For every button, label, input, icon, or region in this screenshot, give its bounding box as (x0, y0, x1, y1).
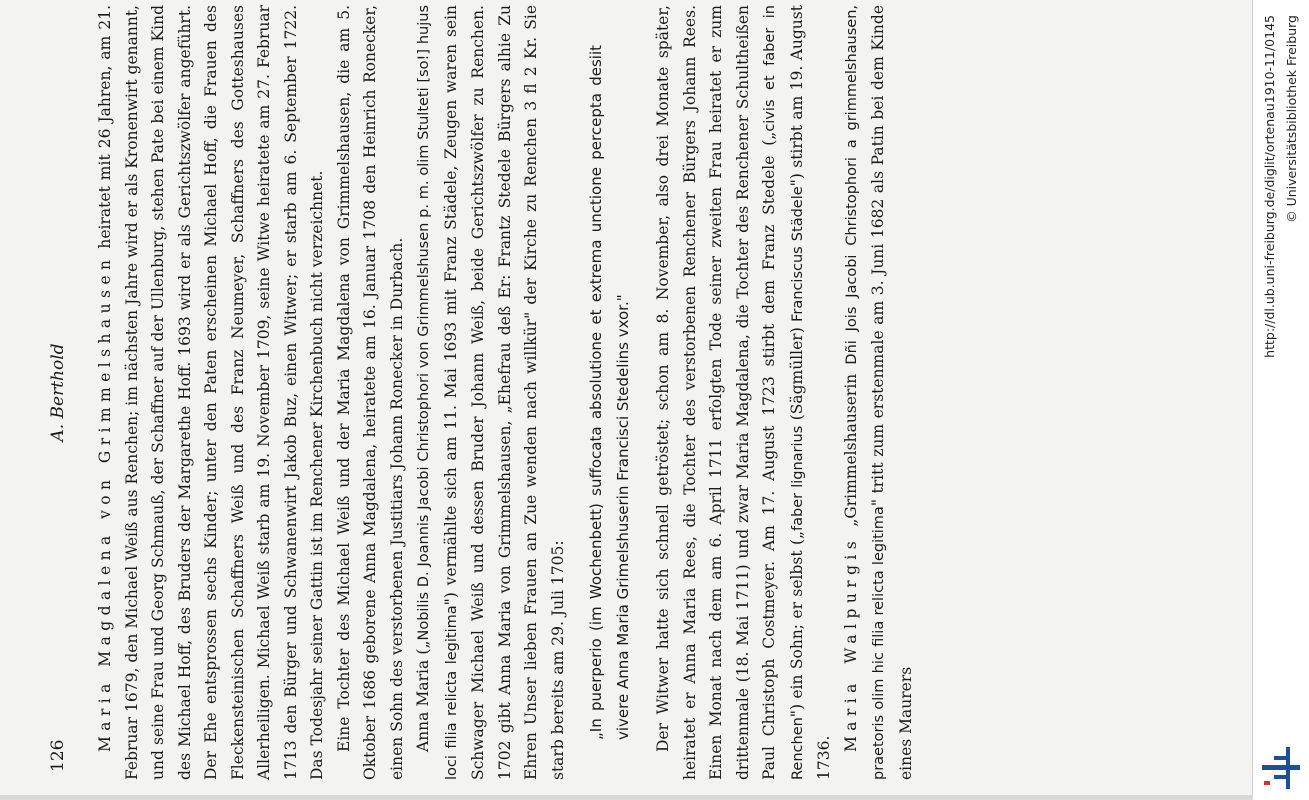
page-header (40, 5, 80, 780)
text-run: Anna Maria („ (414, 640, 432, 752)
latin-quote (583, 45, 636, 740)
running-head: A. Berthold (48, 343, 68, 442)
spaced-name: Maria Walpurgis (841, 535, 860, 752)
page-content (40, 5, 1220, 780)
text-run: (Sägmüller) (787, 321, 806, 426)
latin-phrase: Franciscus Städele (789, 186, 806, 322)
paragraph (331, 5, 411, 780)
source-url[interactable]: http://dl.ub.uni-freiburg.de/diglit/ortenau1910-11/0145 (1262, 15, 1277, 358)
paragraph (650, 5, 838, 780)
text-run: Eine Tochter des Michael Weiß und der Maria Magdalena von Grimmelshausen, die am 5. Oktober 1686 geborene Anna Magdalena, heiratete am 16. Januar 1708 den Heinrich Ronecker, einen Sohn des verstorbenen Justitiars Johann Ronecker in Durbach. (334, 5, 406, 780)
latin-phrase: Nobilis D. Joannis Jacobi Christophori von Grimmelshusen p. m. olim Stulteti [so!] hujus loci filia relicta legitima (416, 5, 460, 780)
page-bottom-edge (0, 795, 1253, 800)
text-run: ") vermählte sich am 11. Mai 1693 mit Franz Städele, Zeugen waren sein Schwager Michael Weiß und dessen Bruder Johann Weiß, beide Gerichtszwölfer zu Renchen. 1702 gibt Anna Maria von Grimmelshausen, „Ehefrau deß Er: Frantz Stedele Bürgers alhie Zu Ehren Unser lieben Frauen an Zue wenden nach willkür" der Kirche zu Renchen 3 fl 2 Kr. Sie starb bereits am 29. Juli 1705: (441, 4, 567, 780)
latin-phrase: faber lignarius (789, 425, 806, 531)
text-run: " tritt zum erstenmale am 3. Juni 1682 als Patin bei dem Kinde eines Maurers (869, 5, 915, 780)
text-run: „In puerperio (im Wochenbett) suffocata absolutione et extrema unctione percepta desiit vivere Anna Maria Grimelshuserin Francisci Stedelins vxor." (587, 45, 632, 740)
text-run: Der Witwer hatte sich schnell getröstet; schon am 8. November, also drei Monate später, heiratet er Anna Maria Rees, die Tochter des verstorbenen Renchener Bürgers Johann Rees. Einen Monat nach dem am 6. April 1711 erfolgten Tode seiner zweiten Frau heiratet er zum drittenmale (18. Mai 1711) und zwar Maria Magdalena, die Tochter des Renchener Schultheißen Paul Christoph Costmeyer. Am 17. August 1723 stirbt dem Franz Stedele („ (654, 5, 778, 780)
spaced-name: Maria Magdalena von Grimmelshausen (96, 254, 114, 752)
paragraph (92, 5, 331, 780)
latin-phrase: Dñi Jois Jacobi Christophori a grimmelshausen, praetoris olim hic filia relicta legitima (843, 4, 887, 780)
text-run: ") stirbt am 19. August 1736. (787, 5, 833, 780)
logo-bar-short-bottom (1274, 775, 1288, 779)
latin-phrase: civis et faber in Renchen (762, 5, 806, 780)
logo-bar-long (1262, 765, 1300, 770)
page-text (92, 5, 919, 780)
page-number: 126 (48, 739, 68, 772)
paragraph (838, 5, 920, 780)
text-run: heiratet mit 26 Jahren, am 21. Februar 1679, den Michael Weiß aus Renchen; im nächsten Jahre wird er als Kronenwirt genannt, und seine Frau und Georg Schmauß, der Schaffner auf der Ullenburg, stehen Pate bei einem Kind des Michael Hoff, des Bruders der Margarethe Hoff. 1693 wird er als Gerichtszwölfer angeführt. Der Ehe entsprossen sechs Kinder; unter den Paten erscheinen Michael Hoff, die Frauen des Fleckensteinischen Schaffners Weiß und des Franz Neumeyer, Schaffners des Gotteshauses Allerheiligen. Michael Weiß starb am 19. November 1709, seine Witwe heiratete am 27. Februar 1713 den Bürger und Schwanenwirt Jakob Buz, einen Witwer; er starb am 6. September 1722. Das Todesjahr seiner Gattin ist im Renchener Kirchenbuch nicht verzeichnet. (96, 5, 326, 780)
text-run: „Grimmelshauserin (841, 364, 860, 536)
paragraph (410, 5, 571, 780)
logo-bar-short-top (1274, 756, 1288, 760)
logo-accent (1264, 781, 1270, 785)
ub-freiburg-logo-icon (1258, 745, 1304, 791)
copyright-note: © Universitätsbibliothek Freiburg (1284, 15, 1299, 223)
text-run: ") ein Sohn; er selbst („ (787, 530, 806, 718)
